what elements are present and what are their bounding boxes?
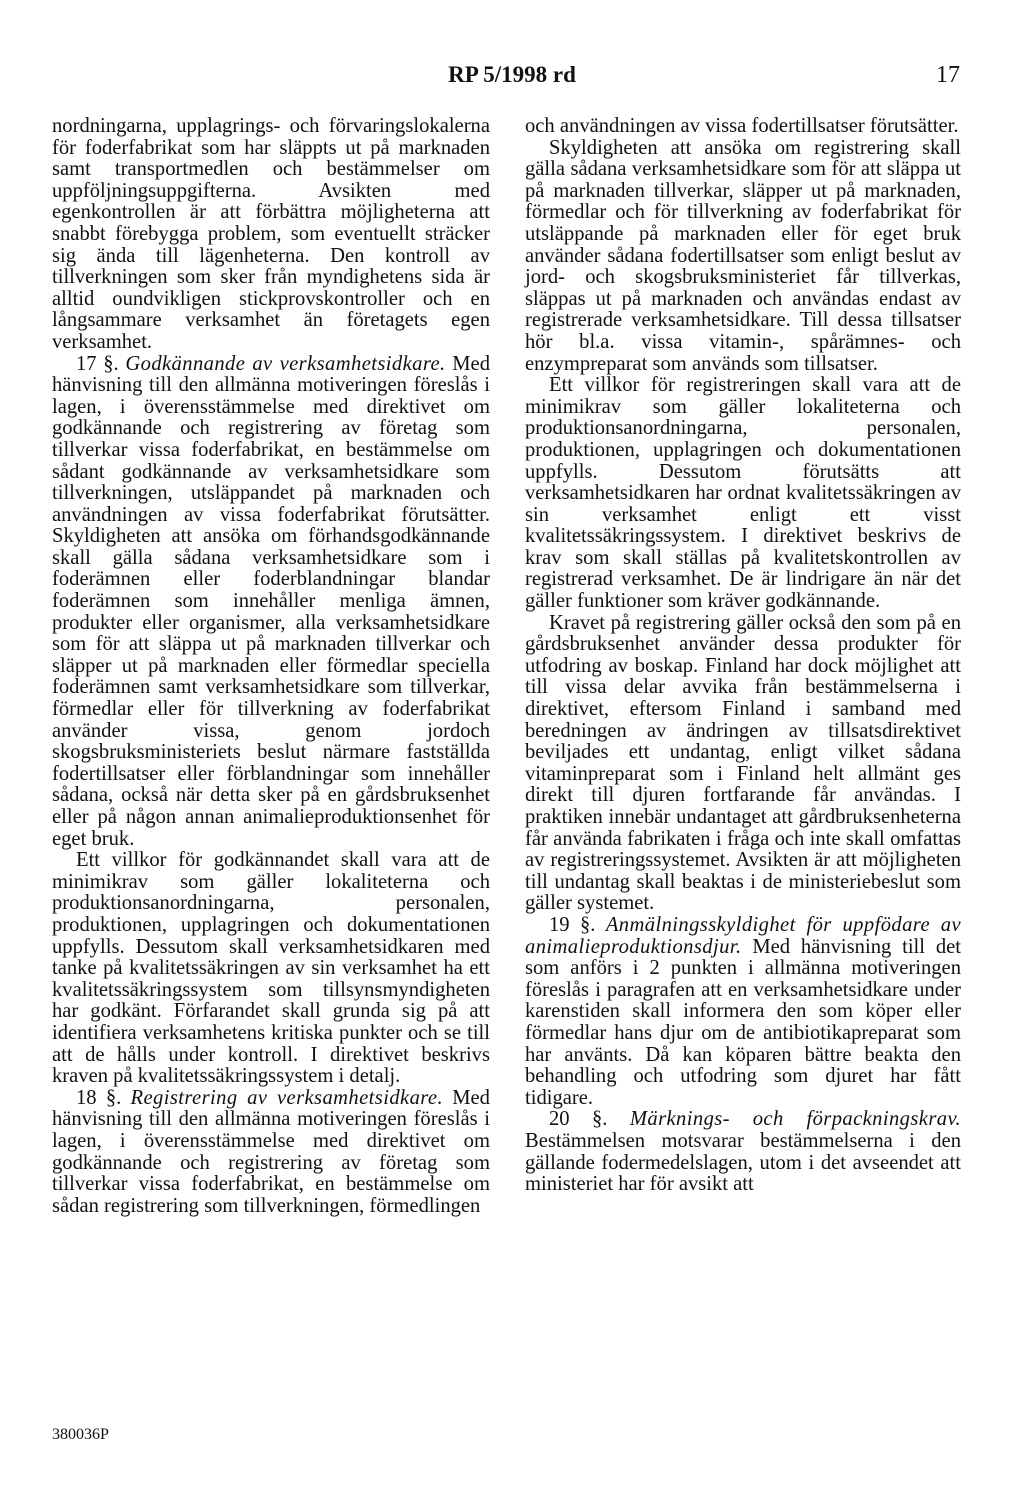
section-19	[525, 915, 961, 1109]
section-18-title: Registrering av verksamhetsidkare.	[130, 1086, 443, 1109]
section-19-text: Med hänvisning till det som anförs i 2 punkten i allmänna motiveringen föreslås i paragrafen att en verksamhetsidkare under karenstiden skall informera den som köper eller förmedlar hans djur om de antibiotikapreparat som har använts. Då kan köparen bättre beakta den behandling och utfodring som djuret har fått tidigare.	[525, 935, 961, 1109]
paragraph-right-4: Kravet på registrering gäller också den som på en gårdsbruksenhet använder dessa produkter för utfodring av boskap. Finland har dock möjlighet att till vissa delar avvika från bestämmelserna i direktivet, eftersom Finland i samband med beredningen av ändringen av tillsatsdirektivet beviljades ett undantag, enligt vilket sådana vitaminpreparat som i Finland helt allmänt ges direkt till djuren fortfarande får användas. I praktiken innebär undantaget att gårdbruksenheterna får använda fabrikaten i fråga och inte skall omfattas av registreringssystemet. Avsikten är att möjligheten till undantag skall beaktas i de ministeriebeslut som gäller systemet.	[525, 611, 961, 915]
paragraph-right-3: Ett villkor för registreringen skall vara att de minimikrav som gäller lokaliteterna och produktionsanordningarna, personalen, produktionen, upplagringen och dokumentationen uppfylls. Dessutom förutsätts att verksamhetsidkaren har ordnat kvalitetssäkringen av sin verksamhet enligt ett visst kvalitetssäkringssystem. I direktivet beskrivs de krav som skall ställas på kvalitetskontrollen av registrerad verksamhet. De är lindrigare än när det gäller funktioner som kräver godkännande.	[525, 374, 961, 613]
paragraph-left-1: nordningarna, upplagrings- och förvaringslokalerna för foderfabrikat som har släppts ut på marknaden samt transportmedlen och bestämmelser om uppföljningsuppgifterna. Avsikten med egenkontrollen är att förbättra möjligheterna att snabbt förebygga problem, som eventuellt sträcker sig ända till lägenheterna. Den kontroll av tillverkningen som sker från myndighetens sida är alltid oundvikligen stickprovskontroller och en långsammare verksamhet än företagets egen verksamhet.	[52, 115, 490, 353]
section-17-text: Med hänvisning till den allmänna motiveringen föreslås i lagen, i överensstämmelse med direktivet om godkännande och registrering av företag som tillverkar vissa foderfabrikat, en bestämmelse om sådant godkännande av verksamhetsidkare som tillverkningen, utsläppandet på marknaden och användningen av vissa foderfabrikat förutsätter. Skyldigheten att ansöka om förhandsgodkännande skall gälla sådana verksamhetsidkare som i foderämnen eller foderblandningar blandar foderämnen som innehåller menliga ämnen, produkter eller organismer, alla verksamhetsidkare som för att släppa ut på marknaden tillverkar och släpper ut på marknaden eller förmedlar speciella foderämnen samt verksamhetsidkare som tillverkar, förmedlar eller för tillverkning av foderfabrikat använder vissa, genom jordoch skogsbruksministeriets beslut närmare fastställda fodertillsatser eller förblandningar som innehåller sådana, också när detta sker på en gårdsbruksenhet eller på någon annan animalieproduktionsenhet för eget bruk.	[52, 352, 490, 850]
section-20-text: Bestämmelsen motsvarar bestämmelserna i den gällande fodermedelslagen, utom i det avseendet att ministeriet har för avsikt att	[525, 1129, 961, 1196]
paragraph-right-2: Skyldigheten att ansöka om registrering skall gälla sådana verksamhetsidkare som för att släppa ut på marknaden tillverkar, släpper ut på marknaden, förmedlar och för tillverkning av foderfabrikat för utsläppande på marknaden eller för eget bruk använder sådana fodertillsatser som enligt beslut av jord- och skogsbruksministeriet får tillverkas, släppas ut på marknaden och användas endast av registrerade verksamhetsidkare. Till dessa tillsatser hör bl.a. vissa vitamin-, spårämnes- och enzympreparat som används som tillsatser.	[525, 136, 961, 375]
left-column	[52, 116, 490, 1217]
section-17-number: 17 §.	[76, 352, 119, 375]
section-18-number: 18 §.	[76, 1086, 122, 1109]
paragraph-right-1: och användningen av vissa fodertillsatser förutsätter.	[525, 115, 959, 137]
document-reference: RP 5/1998 rd	[448, 62, 576, 87]
section-20	[525, 1109, 961, 1195]
section-18	[52, 1088, 490, 1218]
print-code: 380036P	[52, 1426, 109, 1443]
right-column	[525, 116, 961, 1196]
section-17	[52, 354, 490, 851]
section-19-title: Anmälningsskyldighet för uppfödare av animalieproduktionsdjur.	[525, 913, 961, 958]
section-20-number: 20 §.	[549, 1108, 608, 1131]
section-20-title: Märknings- och förpackningskrav.	[629, 1108, 962, 1131]
page-header	[52, 62, 972, 92]
section-18-text: Med hänvisning till den allmänna motiveringen föreslås i lagen, i överensstämmelse med direktivet om godkännande och registrering av företag som tillverkar vissa foderfabrikat, en bestämmelse om sådan registrering som tillverkningen, förmedlingen	[52, 1086, 490, 1217]
paragraph-left-3: Ett villkor för godkännandet skall vara att de minimikrav som gäller lokaliteterna och produktionsanordningarna, personalen, produktionen, upplagringen och dokumentationen uppfylls. Dessutom skall verksamhetsidkaren med tanke på kvalitetssäkringen av sin verksamhet ha ett kvalitetssäkringssystem som tillsynsmyndigheten har godkänt. Förfarandet skall grunda sig på att identifiera verksamhetens kritiska punkter och se till att de hålls under kontroll. I direktivet beskrivs kraven på kvalitetssäkringssystem i detalj.	[52, 849, 490, 1088]
section-19-number: 19 §.	[549, 913, 596, 936]
section-17-title: Godkännande av verksamhetsidkare.	[125, 352, 446, 375]
page-number: 17	[936, 62, 960, 88]
